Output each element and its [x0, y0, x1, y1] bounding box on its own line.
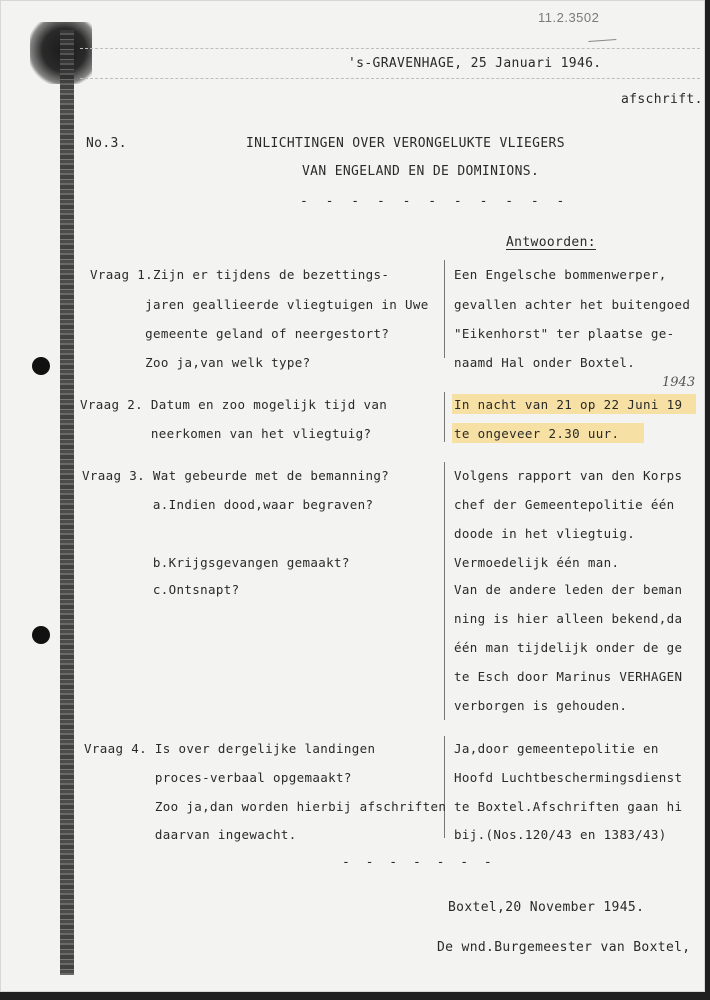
column-divider	[444, 462, 445, 720]
question-4-line-1: Vraag 4. Is over dergelijke landingen	[84, 741, 376, 756]
punch-hole-upper	[32, 357, 50, 375]
scan-frame-right	[705, 0, 710, 1000]
column-divider	[444, 736, 445, 838]
question-4-line-3: Zoo ja,dan worden hierbij afschriften	[84, 799, 447, 814]
column-divider	[444, 260, 445, 358]
answer-4-line-3: te Boxtel.Afschriften gaan hi	[454, 799, 683, 814]
answer-1-line-1: Een Engelsche bommenwerper,	[454, 267, 667, 282]
answer-1-line-3: "Eikenhorst" ter plaatse ge-	[454, 326, 675, 341]
question-1-line-4: Zoo ja,van welk type?	[90, 355, 311, 370]
question-4-line-4: daarvan ingewacht.	[84, 827, 297, 842]
answer-3-line-9: verborgen is gehouden.	[454, 698, 628, 713]
signature-line: De wnd.Burgemeester van Boxtel,	[437, 940, 691, 955]
answer-3-line-8: te Esch door Marinus VERHAGEN	[454, 669, 683, 684]
punch-hole-lower	[32, 626, 50, 644]
title-line-2: VAN ENGELAND EN DE DOMINIONS.	[302, 164, 540, 179]
copy-label: afschrift.	[621, 92, 703, 107]
question-4-line-2: proces-verbaal opgemaakt?	[84, 770, 352, 785]
answers-heading: Antwoorden:	[506, 235, 596, 250]
perforation-line	[80, 78, 700, 79]
answer-3-line-6: ning is hier alleen bekend,da	[454, 611, 683, 626]
archive-pencil-mark	[588, 29, 617, 42]
column-divider	[444, 392, 445, 442]
question-3-line-3: b.Krijgsgevangen gemaakt?	[82, 555, 350, 570]
answer-3-line-2: chef der Gemeentepolitie één	[454, 497, 675, 512]
question-3-line-4: c.Ontsnapt?	[82, 582, 240, 597]
place-date: Boxtel,20 November 1945.	[448, 900, 645, 915]
question-1-line-3: gemeente geland of neergestort?	[90, 326, 390, 341]
answer-3-line-5: Van de andere leden der beman	[454, 582, 683, 597]
separator-top: - - - - - - - - - - -	[300, 194, 570, 209]
separator-bottom: - - - - - - -	[342, 855, 496, 870]
answer-2-line-2: te ongeveer 2.30 uur.	[454, 426, 620, 441]
answer-4-line-1: Ja,door gemeentepolitie en	[454, 741, 659, 756]
handwritten-year: 1943	[662, 375, 696, 390]
header-date: 's-GRAVENHAGE, 25 Januari 1946.	[348, 56, 602, 71]
title-line-1: INLICHTINGEN OVER VERONGELUKTE VLIEGERS	[246, 136, 565, 151]
perforation-line	[80, 48, 700, 49]
question-3-line-1: Vraag 3. Wat gebeurde met de bemanning?	[82, 468, 390, 483]
question-1-line-1: Vraag 1.Zijn er tijdens de bezettings-	[90, 267, 390, 282]
question-3-line-2: a.Indien dood,waar begraven?	[82, 497, 374, 512]
answer-3-line-3: doode in het vliegtuig.	[454, 526, 636, 541]
answer-1-line-4: naamd Hal onder Boxtel.	[454, 355, 636, 370]
answer-3-line-4: Vermoedelijk één man.	[454, 555, 620, 570]
answer-3-line-7: één man tijdelijk onder de ge	[454, 640, 683, 655]
answer-4-line-4: bij.(Nos.120/43 en 1383/43)	[454, 827, 667, 842]
answer-1-line-2: gevallen achter het buitengoed	[454, 297, 691, 312]
binder-edge-strip	[60, 30, 74, 975]
answer-2-line-1: In nacht van 21 op 22 Juni 19	[454, 397, 683, 412]
answer-4-line-2: Hoofd Luchtbeschermingsdienst	[454, 770, 683, 785]
question-1-line-2: jaren geallieerde vliegtuigen in Uwe	[90, 297, 429, 312]
archive-number: 11.2.3502	[538, 10, 600, 25]
document-number: No.3.	[86, 136, 127, 151]
question-2-line-1: Vraag 2. Datum en zoo mogelijk tijd van	[80, 397, 388, 412]
answer-3-line-1: Volgens rapport van den Korps	[454, 468, 683, 483]
question-2-line-2: neerkomen van het vliegtuig?	[80, 426, 372, 441]
scan-frame-bottom	[0, 992, 710, 1000]
